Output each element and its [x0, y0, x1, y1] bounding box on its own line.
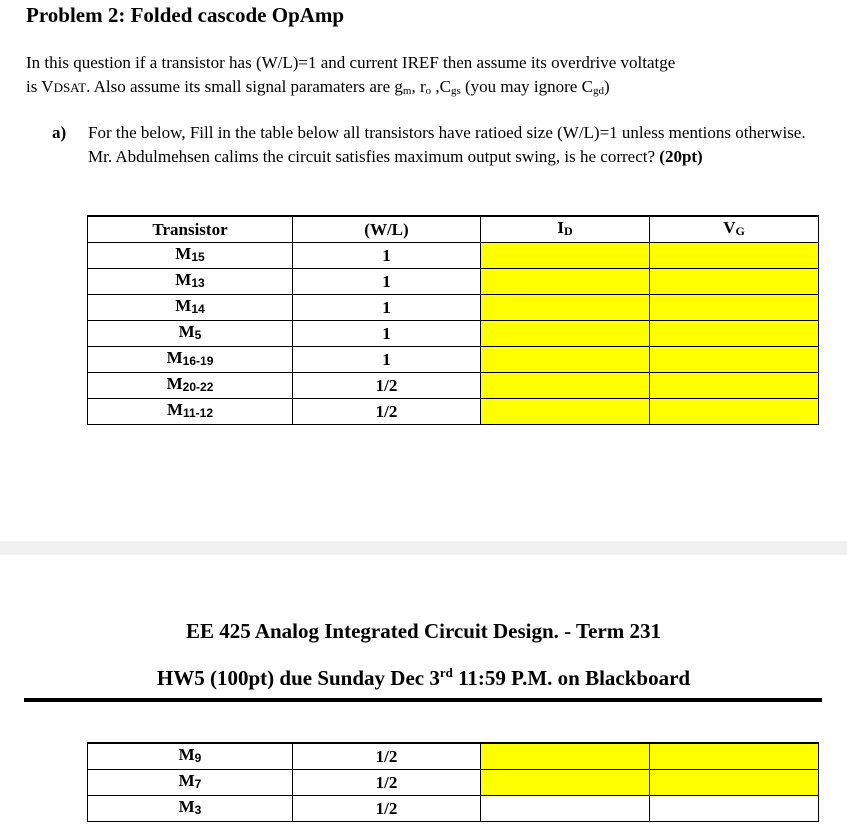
question-a-points: (20pt): [659, 147, 703, 166]
id-answer-cell[interactable]: [481, 243, 650, 269]
question-a-text: For the below, Fill in the table below all transistors have ratioed size (W/L)=1 unless mentions otherwise. Mr. Abdulmehsen calims the circuit satisfies maximum output swing, is he correct? (20pt): [88, 123, 806, 166]
id-answer-cell[interactable]: [481, 347, 650, 373]
transistor-name: M16-19: [88, 347, 293, 373]
wl-value: 1: [293, 321, 481, 347]
header-wl: (W/L): [293, 216, 481, 243]
document-page-bottom: [0, 555, 847, 828]
gm-subscript: m: [402, 85, 412, 97]
vg-answer-cell[interactable]: [650, 295, 819, 321]
wl-value: 1/2: [293, 373, 481, 399]
transistor-name: M20-22: [88, 373, 293, 399]
id-answer-cell[interactable]: [481, 373, 650, 399]
wl-value: 1: [293, 347, 481, 373]
transistor-table-continued: [87, 742, 819, 822]
cgd-subscript: gd: [592, 85, 604, 97]
table-row: [88, 399, 819, 425]
table-row: [88, 743, 819, 770]
transistor-name: M14: [88, 295, 293, 321]
table-row: [88, 295, 819, 321]
problem-title: Problem 2: Folded cascode OpAmp: [26, 3, 345, 27]
table-row: [88, 269, 819, 295]
wl-value: 1/2: [293, 770, 481, 796]
wl-value: 1: [293, 269, 481, 295]
wl-value: 1/2: [293, 796, 481, 822]
id-answer-cell[interactable]: [481, 743, 650, 770]
transistor-name: M7: [88, 770, 293, 796]
transistor-name: M11-12: [88, 399, 293, 425]
table-row: [88, 373, 819, 399]
transistor-name: M9: [88, 743, 293, 770]
transistor-name: M13: [88, 269, 293, 295]
wl-value: 1/2: [293, 743, 481, 770]
table-header-row: [88, 216, 819, 243]
transistor-table: [87, 215, 819, 425]
page-separator: [0, 541, 847, 555]
table-row: [88, 321, 819, 347]
id-answer-cell[interactable]: [481, 269, 650, 295]
vg-answer-cell[interactable]: [650, 770, 819, 796]
transistor-name: M3: [88, 796, 293, 822]
vg-answer-cell[interactable]: [650, 269, 819, 295]
vdsat-subscript: DSAT: [53, 80, 87, 95]
vg-answer-cell[interactable]: [650, 321, 819, 347]
wl-value: 1: [293, 243, 481, 269]
problem-intro: [26, 51, 826, 103]
vg-answer-cell[interactable]: [650, 399, 819, 425]
intro-line-2: is VDSAT. Also assume its small signal paramaters are gm, ro ,Cgs (you may ignore Cgd): [26, 77, 610, 97]
course-title: EE 425 Analog Integrated Circuit Design. - Term 231: [185, 619, 662, 643]
id-answer-cell[interactable]: [481, 295, 650, 321]
ro-subscript: o: [425, 85, 432, 97]
transistor-name: M15: [88, 243, 293, 269]
table-row: [88, 243, 819, 269]
question-a-label: a): [52, 123, 67, 142]
question-a: [52, 121, 822, 169]
wl-value: 1/2: [293, 399, 481, 425]
vg-answer-cell[interactable]: [650, 743, 819, 770]
cgs-subscript: gs: [450, 85, 461, 97]
id-answer-cell[interactable]: [481, 321, 650, 347]
id-answer-cell[interactable]: [481, 399, 650, 425]
header-id: ID: [481, 216, 650, 243]
vg-answer-cell[interactable]: [650, 373, 819, 399]
homework-title: HW5 (100pt) due Sunday Dec 3rd 11:59 P.M. on Blackboard: [156, 665, 691, 690]
transistor-name: M5: [88, 321, 293, 347]
header-rule: [24, 698, 822, 702]
vg-answer-cell[interactable]: [650, 347, 819, 373]
intro-line-1: In this question if a transistor has (W/L)=1 and current IREF then assume its overdrive voltatge: [26, 53, 676, 72]
header-vg: VG: [650, 216, 819, 243]
wl-value: 1: [293, 295, 481, 321]
vg-answer-cell[interactable]: [650, 796, 819, 822]
id-answer-cell[interactable]: [481, 796, 650, 822]
header-transistor: Transistor: [88, 216, 293, 243]
table-row: [88, 796, 819, 822]
table-row: [88, 347, 819, 373]
table-row: [88, 770, 819, 796]
id-answer-cell[interactable]: [481, 770, 650, 796]
vg-answer-cell[interactable]: [650, 243, 819, 269]
